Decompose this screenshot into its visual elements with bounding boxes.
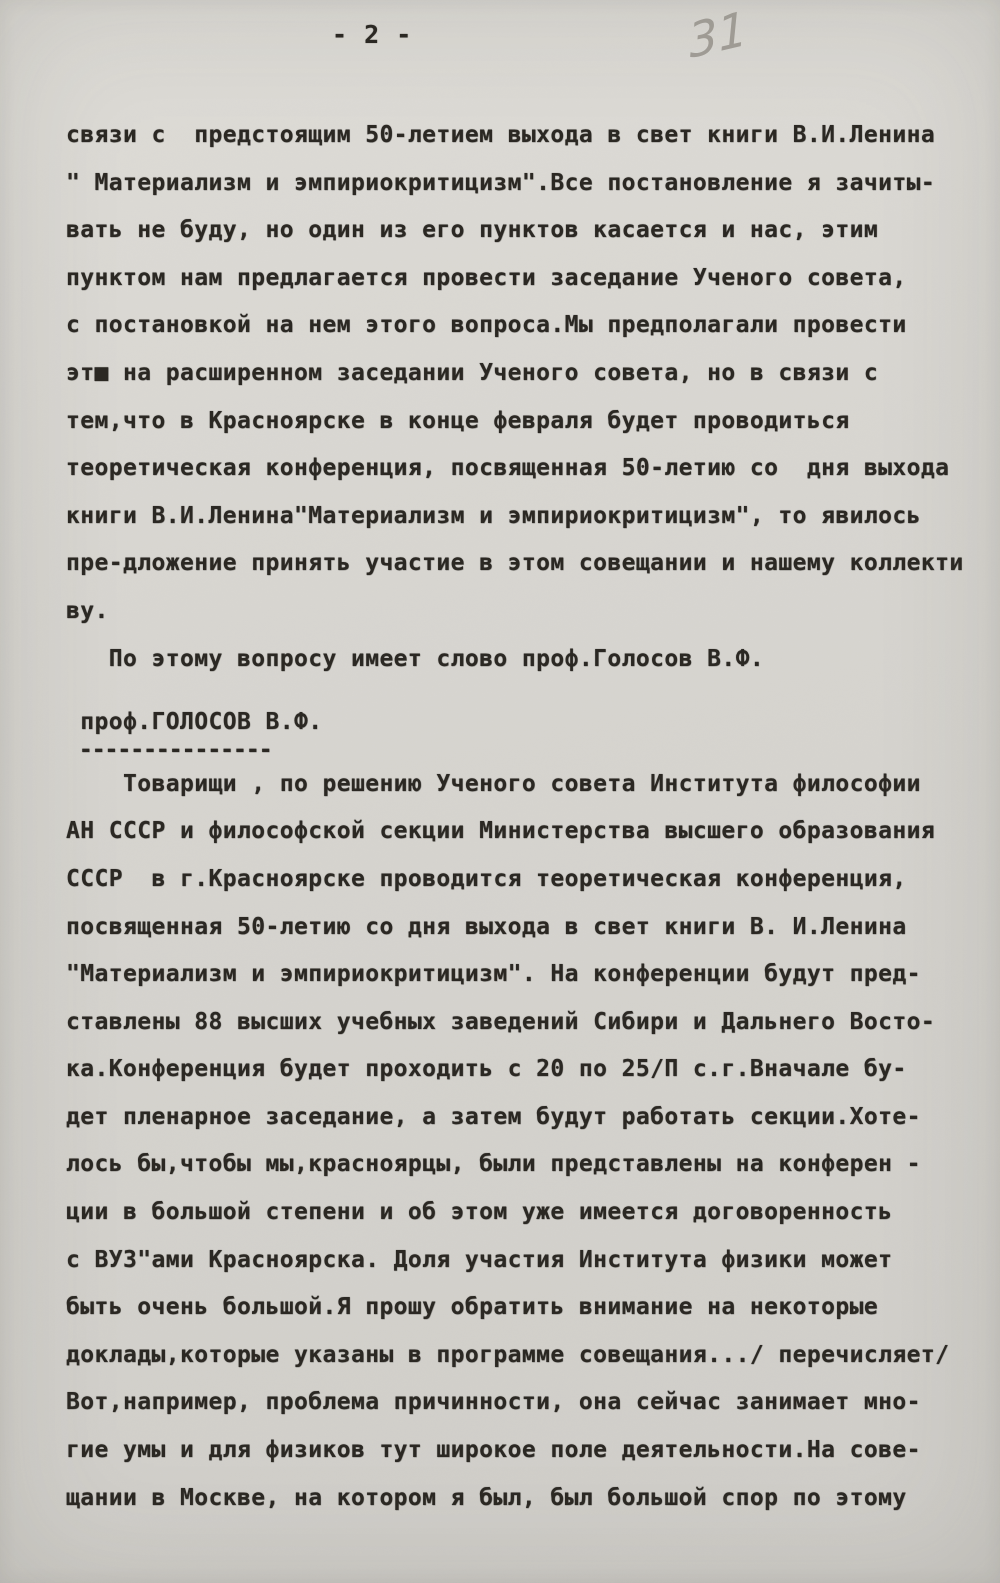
text-line: ции в большой степени и об этом уже имеется договоренность <box>66 1199 893 1226</box>
text-line: с ВУЗ"ами Красноярска. Доля участия Института физики может <box>66 1246 893 1273</box>
text-line: книги В.И.Ленина"Материализм и эмпириокритицизм", то явилось <box>66 502 921 529</box>
text-line: дет пленарное заседание, а затем будут работать секции.Хоте- <box>66 1103 921 1130</box>
text-line: Вот,например, проблема причинности, она сейчас занимает мно- <box>66 1389 921 1416</box>
text-line: ву. <box>66 597 109 624</box>
text-line: гие умы и для физиков тут широкое поле деятельности.На сове- <box>66 1437 921 1464</box>
document-text <box>66 112 964 1522</box>
text-line: щании в Москве, на котором я был, был большой спор по этому <box>66 1484 907 1511</box>
text-line: быть очень большой.Я прошу обратить внимание на некоторые <box>66 1294 879 1321</box>
text-line: вать не буду, но один из его пунктов касается и нас, этим <box>66 217 879 244</box>
text-line: с постановкой на нем этого вопроса.Мы предполагали провести <box>66 312 907 339</box>
page-number: - 2 - <box>332 20 413 49</box>
text-line: " Материализм и эмпириокритицизм".Все постановление я зачиты- <box>66 169 936 196</box>
text-line: СССР в г.Красноярске проводится теоретическая конференция, <box>66 865 907 892</box>
text-line: теоретическая конференция, посвященная 50-летию со дня выхода <box>66 455 950 482</box>
speaker-underline: --------------- <box>66 736 272 763</box>
text-line: посвященная 50-летию со дня выхода в свет книги В. И.Ленина <box>66 913 907 940</box>
text-line: лось бы,чтобы мы,красноярцы, были представлены на конферен - <box>66 1151 921 1178</box>
text-line: АН СССР и философской секции Министерства высшего образования <box>66 818 936 845</box>
text-line: "Материализм и эмпириокритицизм". На конференции будут пред- <box>66 961 921 988</box>
text-line: доклады,которые указаны в программе совещания.../ перечисляет/ <box>66 1341 950 1368</box>
text-line: эт■ на расширенном заседании Ученого совета, но в связи с <box>66 359 879 386</box>
text-line: ставлены 88 высших учебных заведений Сибири и Дальнего Восто- <box>66 1008 936 1035</box>
text-line: пунктом нам предлагается провести заседание Ученого совета, <box>66 264 907 291</box>
text-line: связи с предстоящим 50-летием выхода в свет книги В.И.Ленина <box>66 122 936 148</box>
handwritten-page-mark: 31 <box>686 1 750 70</box>
text-line: тем,что в Красноярске в конце февраля будет проводиться <box>66 407 850 434</box>
text-line: Товарищи , по решению Ученого совета Института философии <box>66 770 921 797</box>
text-line: По этому вопросу имеет слово проф.Голосов В.Ф. <box>66 645 765 672</box>
text-line: ка.Конференция будет проходить с 20 по 25/П с.г.Вначале бу- <box>66 1056 907 1083</box>
text-line: пре-дложение принять участие в этом совещании и нашему коллекти <box>66 550 964 577</box>
text-line: проф.ГОЛОСОВ В.Ф. <box>66 709 323 736</box>
